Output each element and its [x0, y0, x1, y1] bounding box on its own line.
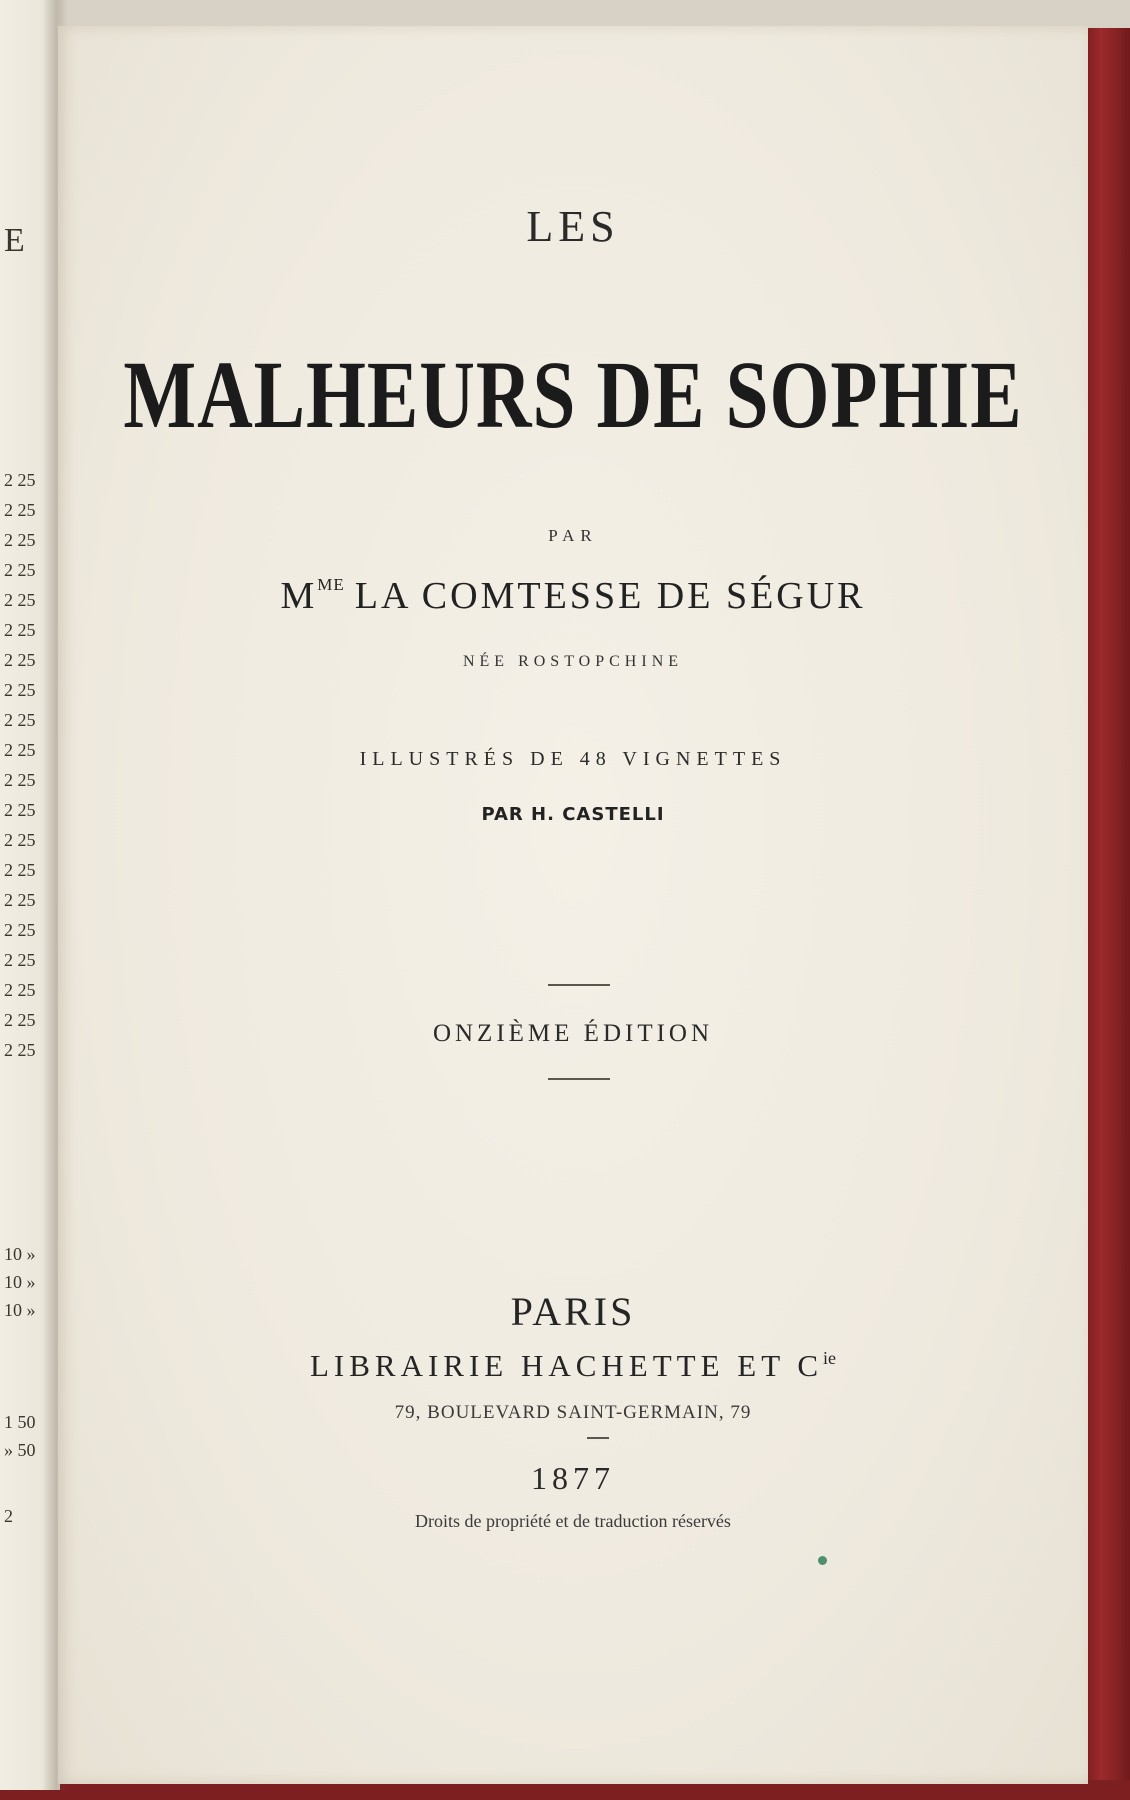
divider-rule	[548, 1078, 610, 1080]
publisher-address: 79, BOULEVARD SAINT-GERMAIN, 79	[394, 1402, 752, 1423]
publisher-name-text: LIBRAIRIE HACHETTE ET C	[309, 1348, 824, 1383]
left-page-fragment: 2 25	[4, 830, 36, 850]
left-page-fragment: 2 25	[4, 740, 36, 760]
left-page-fragment: 2 25	[4, 710, 36, 730]
book-title: MALHEURS DE SOPHIE	[123, 340, 1023, 449]
publisher-city: PARIS	[510, 1289, 636, 1334]
left-page-fragment: 2 25	[4, 590, 36, 610]
left-page-fragment: 10 »	[4, 1300, 36, 1320]
author-prefix-superscript: ME	[317, 575, 345, 594]
paper-speck	[818, 1556, 827, 1565]
left-page-fragment: 10 »	[4, 1244, 36, 1264]
left-page-fragment: E	[4, 222, 25, 259]
illustrations-note: ILLUSTRÉS DE 48 VIGNETTES	[359, 748, 787, 770]
left-page-fragment: 10 »	[4, 1272, 36, 1292]
left-page-fragment: 2 25	[4, 860, 36, 880]
left-page-fragment: » 50	[4, 1440, 36, 1460]
edition-line: ONZIÈME ÉDITION	[432, 1020, 714, 1047]
divider-rule	[548, 984, 610, 986]
publication-year: 1877	[531, 1460, 615, 1496]
left-page-fragment: 2 25	[4, 1040, 36, 1060]
left-page-fragment: 2 25	[4, 1010, 36, 1030]
left-page-fragment: 2 25	[4, 920, 36, 940]
divider-rule	[587, 1437, 609, 1439]
left-page-fragment: 2 25	[4, 530, 36, 550]
author-line	[58, 574, 1088, 618]
title-article: LES	[526, 202, 620, 251]
illustrator-line: PAR H. CASTELLI	[481, 804, 665, 825]
left-page-fragment: 2 25	[4, 650, 36, 670]
left-page-fragment: 1 50	[4, 1412, 36, 1432]
publisher-name	[58, 1348, 1088, 1384]
left-page-fragment: 2 25	[4, 800, 36, 820]
author-prefix: M	[280, 575, 318, 617]
left-page-fragment: 2 25	[4, 620, 36, 640]
left-page-fragment: 2 25	[4, 500, 36, 520]
left-page-fragment: 2 25	[4, 980, 36, 1000]
publisher-superscript: ie	[823, 1348, 837, 1368]
left-page-fragment: 2 25	[4, 560, 36, 580]
author-name: LA COMTESSE DE SÉGUR	[354, 575, 866, 617]
maiden-name: NÉE ROSTOPCHINE	[462, 653, 684, 670]
left-page-fragment: 2 25	[4, 770, 36, 790]
rights-notice: Droits de propriété et de traduction réservés	[415, 1511, 731, 1531]
title-page	[58, 26, 1088, 1784]
left-page-fragment: 2 25	[4, 680, 36, 700]
by-line: PAR	[548, 526, 598, 545]
book-cover-binding	[1085, 28, 1130, 1800]
left-page-fragment: 2 25	[4, 890, 36, 910]
left-page-fragment: 2 25	[4, 470, 36, 490]
left-page-fragment: 2	[4, 1506, 13, 1526]
left-page-fragment: 2 25	[4, 950, 36, 970]
